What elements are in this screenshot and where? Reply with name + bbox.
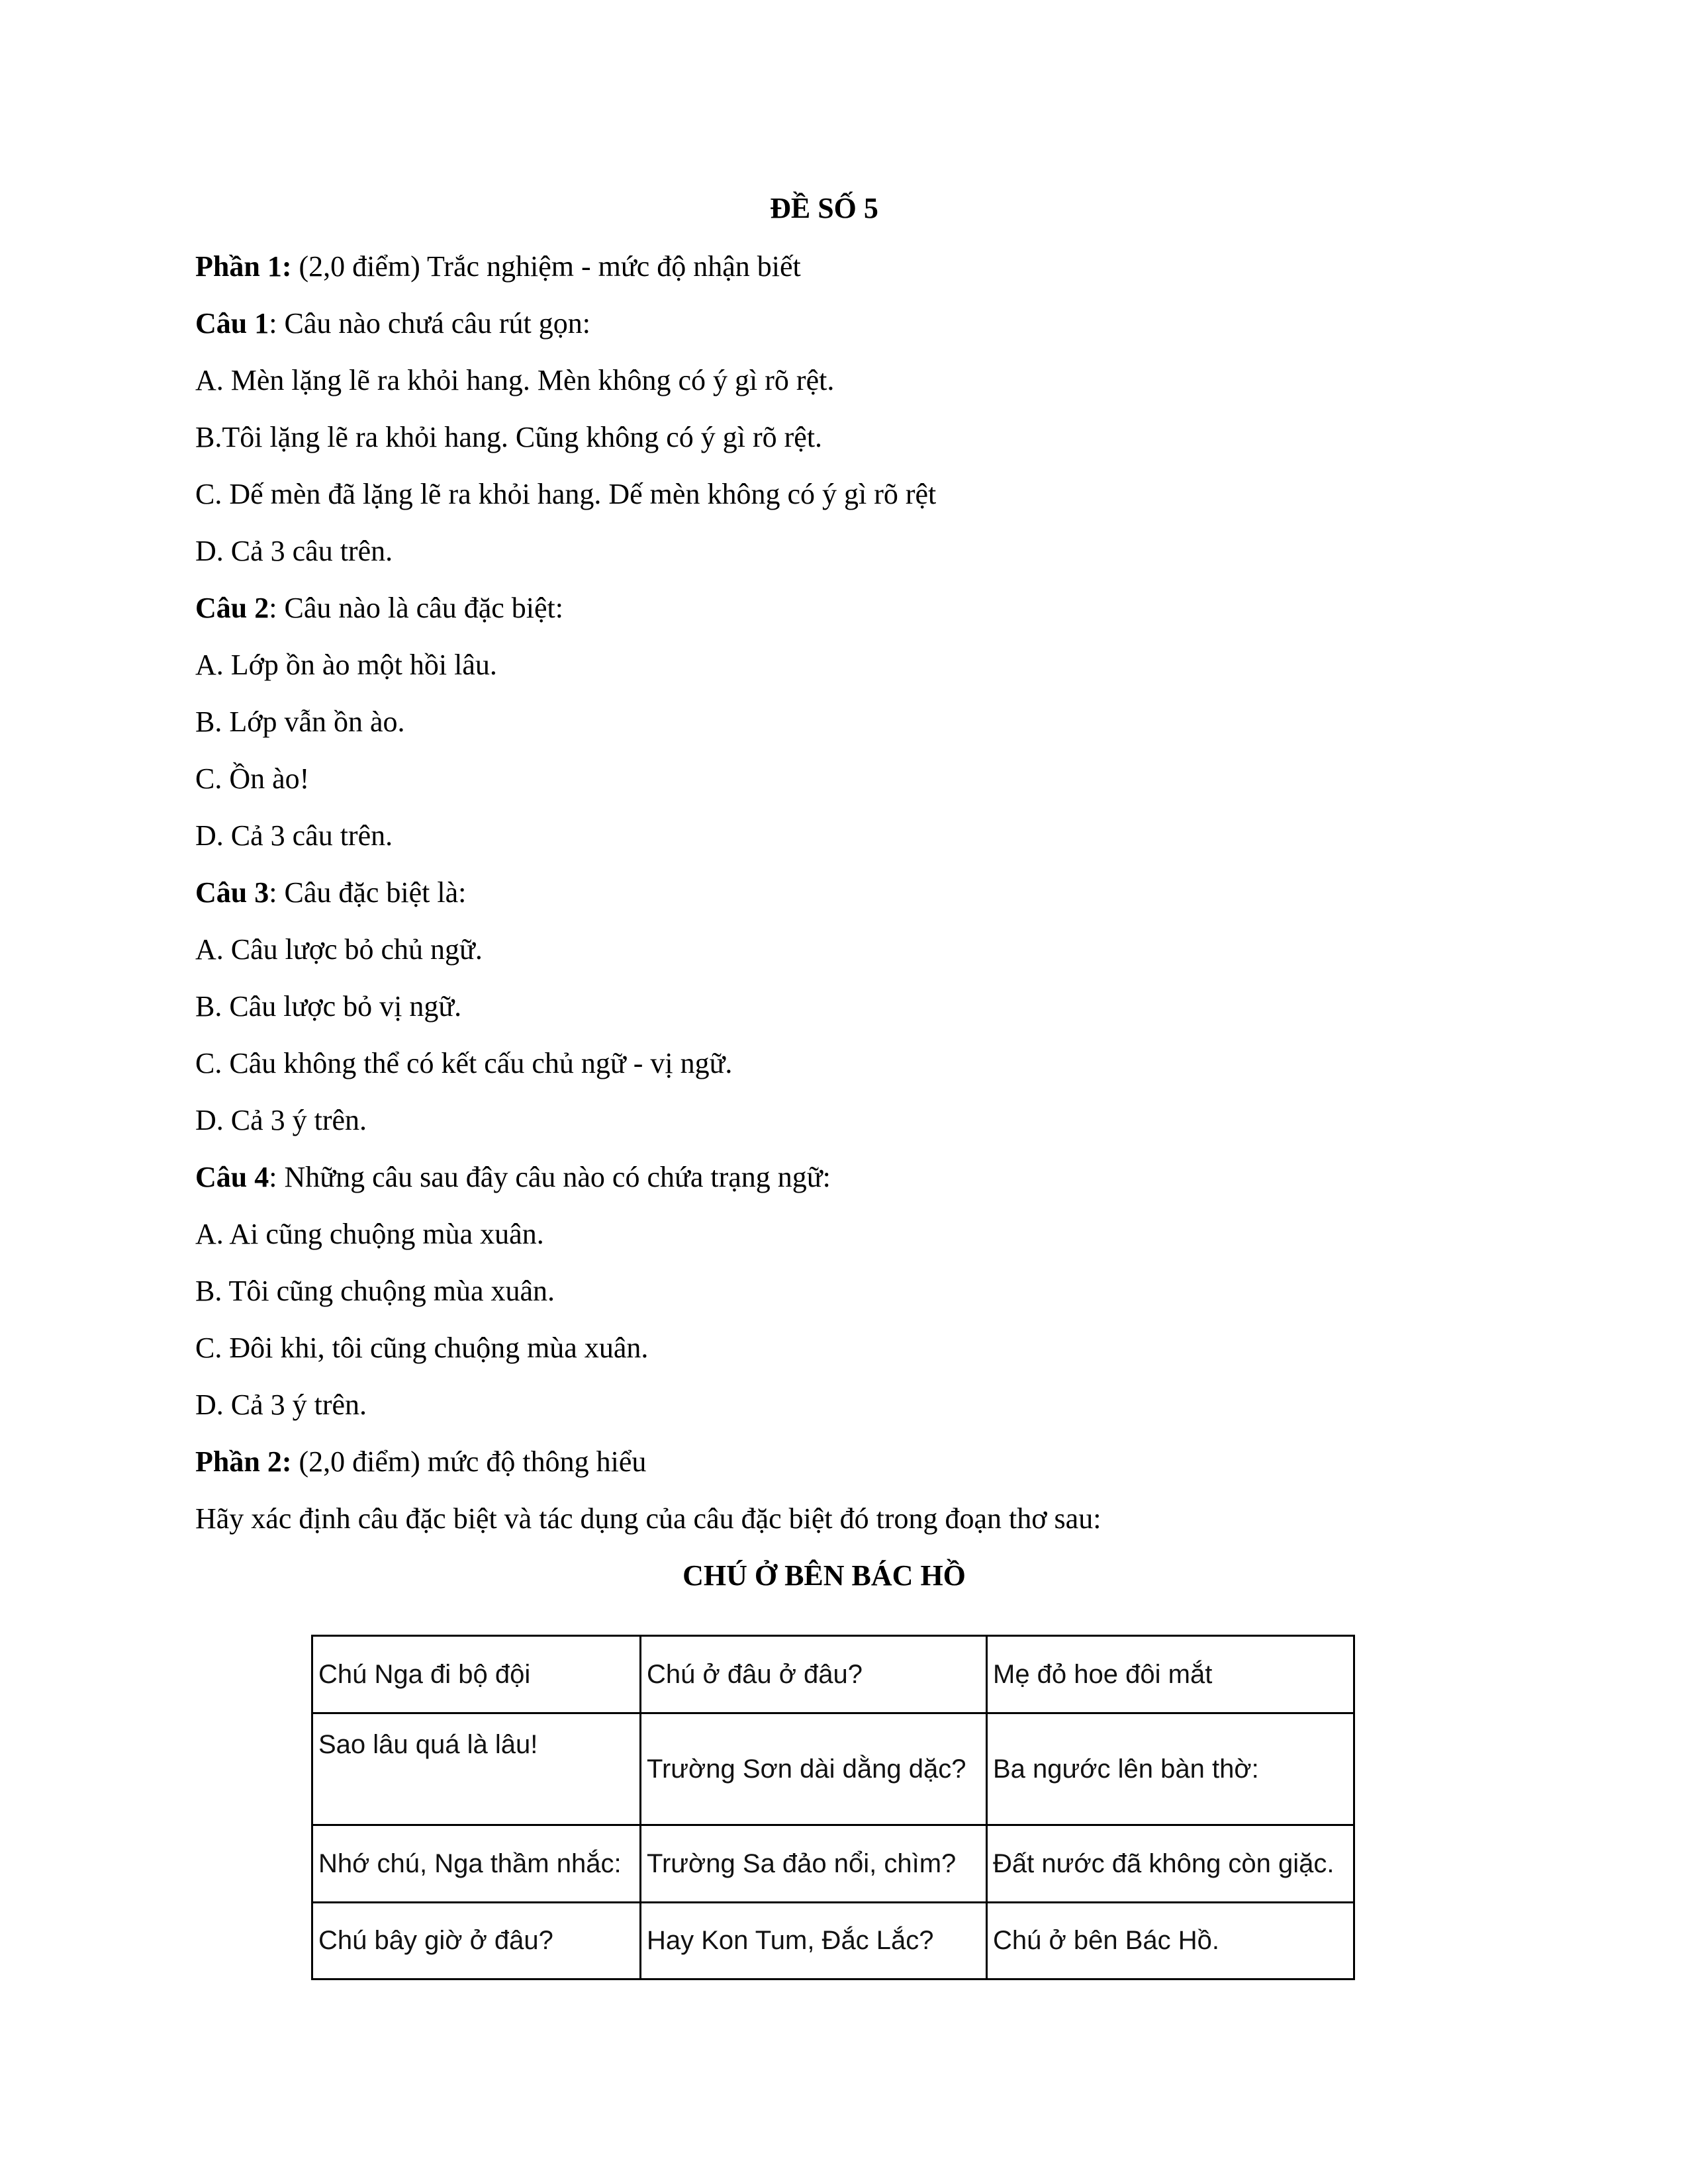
option: B. Lớp vẫn ồn ào.: [195, 705, 405, 738]
poem-cell: Đất nước đã không còn giặc.: [987, 1825, 1354, 1903]
option: C. Dế mèn đã lặng lẽ ra khỏi hang. Dế mèn không có ý gì rõ rệt: [195, 478, 937, 510]
table-row: [312, 1636, 1354, 1713]
poem-cell: Nhớ chú, Nga thầm nhắc:: [312, 1825, 641, 1903]
poem-title: CHÚ Ở BÊN BÁC HỒ: [682, 1559, 966, 1592]
document-page: [195, 189, 1493, 1615]
question-1: [195, 304, 1493, 343]
option: C. Đôi khi, tôi cũng chuộng mùa xuân.: [195, 1332, 649, 1364]
poem-cell: Mẹ đỏ hoe đôi mắt: [987, 1636, 1354, 1713]
option: A. Câu lược bỏ chủ ngữ.: [195, 933, 483, 966]
question-prompt: : Câu nào chưá câu rút gọn:: [269, 307, 590, 340]
option: B.Tôi lặng lẽ ra khỏi hang. Cũng không có ý gì rõ rệt.: [195, 421, 823, 453]
table-row: [312, 1713, 1354, 1825]
table-row: [312, 1903, 1354, 1979]
option: D. Cả 3 câu trên.: [195, 535, 393, 567]
question-prompt: : Câu đặc biệt là:: [269, 876, 467, 909]
poem-cell: Sao lâu quá là lâu!: [312, 1713, 641, 1825]
option: C. Câu không thể có kết cấu chủ ngữ - vị ngữ.: [195, 1047, 733, 1079]
poem-cell: Ba ngước lên bàn thờ:: [987, 1713, 1354, 1825]
part1-heading: [195, 247, 1493, 287]
document-title: ĐỀ SỐ 5: [770, 192, 878, 224]
option: A. Mèn lặng lẽ ra khỏi hang. Mèn không có ý gì rõ rệt.: [195, 364, 835, 396]
part1-label: Phần 1:: [195, 250, 292, 283]
poem-cell: Trường Sơn dài dằng dặc?: [641, 1713, 987, 1825]
option: C. Ồn ào!: [195, 762, 310, 795]
part2-instruction: Hãy xác định câu đặc biệt và tác dụng của câu đặc biệt đó trong đoạn thơ sau:: [195, 1502, 1102, 1535]
option: B. Tôi cũng chuộng mùa xuân.: [195, 1275, 555, 1307]
question-label: Câu 3: [195, 876, 269, 909]
table-row: [312, 1825, 1354, 1903]
question-label: Câu 1: [195, 307, 269, 340]
poem-cell: Trường Sa đảo nổi, chìm?: [641, 1825, 987, 1903]
part2-heading: [195, 1442, 1493, 1482]
poem-cell: Hay Kon Tum, Đắc Lắc?: [641, 1903, 987, 1979]
option: D. Cả 3 ý trên.: [195, 1104, 367, 1136]
question-2: [195, 588, 1493, 628]
option: A. Ai cũng chuộng mùa xuân.: [195, 1218, 544, 1250]
poem-cell: Chú ở đâu ở đâu?: [641, 1636, 987, 1713]
question-label: Câu 2: [195, 592, 269, 624]
poem-cell: Chú ở bên Bác Hồ.: [987, 1903, 1354, 1979]
part2-text: (2,0 điểm) mức độ thông hiểu: [291, 1445, 647, 1478]
poem-cell: Chú bây giờ ở đâu?: [312, 1903, 641, 1979]
option: D. Cả 3 câu trên.: [195, 819, 393, 852]
poem-table: [311, 1635, 1355, 1980]
question-3: [195, 873, 1493, 913]
option: A. Lớp ồn ào một hồi lâu.: [195, 649, 497, 681]
option: D. Cả 3 ý trên.: [195, 1388, 367, 1421]
question-prompt: : Những câu sau đây câu nào có chứa trạng ngữ:: [269, 1161, 831, 1193]
poem-cell: Chú Nga đi bộ đội: [312, 1636, 641, 1713]
part1-text: (2,0 điểm) Trắc nghiệm - mức độ nhận biết: [291, 250, 801, 283]
part2-label: Phần 2:: [195, 1445, 292, 1478]
question-label: Câu 4: [195, 1161, 269, 1193]
question-prompt: : Câu nào là câu đặc biệt:: [269, 592, 563, 624]
option: B. Câu lược bỏ vị ngữ.: [195, 990, 462, 1023]
question-4: [195, 1158, 1493, 1197]
